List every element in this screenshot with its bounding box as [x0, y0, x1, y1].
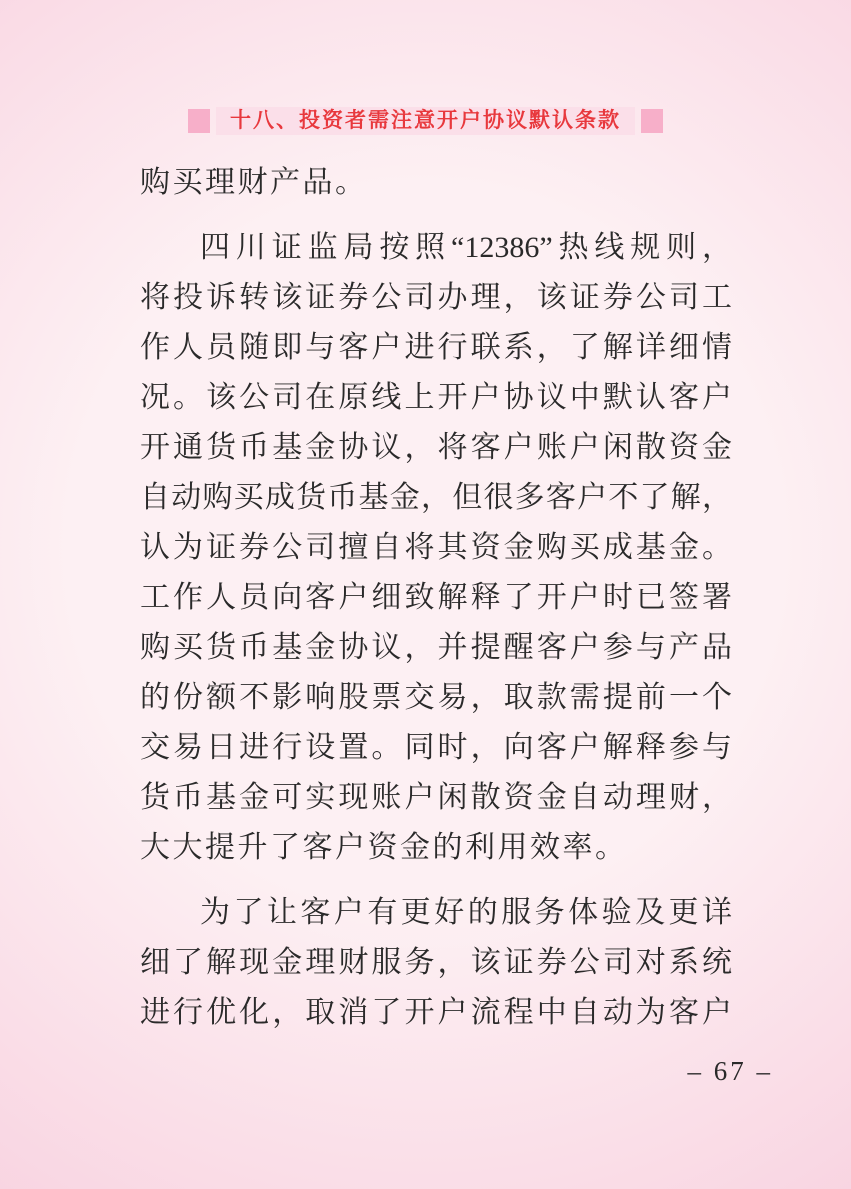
text-line: 作人员随即与客户进行联系，了解详细情 — [140, 331, 732, 364]
text-line: 交易日进行设置。同时，向客户解释参与 — [140, 731, 732, 764]
text-line: 细了解现金理财服务，该证券公司对系统 — [140, 946, 732, 979]
text-line: 购买理财产品。 — [140, 166, 368, 199]
text-line: 货币基金可实现账户闲散资金自动理财， — [140, 781, 732, 814]
text-line: 四川证监局按照“12386”热线规则， — [200, 231, 732, 264]
text-line: 认为证券公司擅自将其资金购买成基金。 — [140, 531, 732, 564]
chapter-header-banner — [0, 107, 851, 135]
banner-right-square-icon — [641, 109, 663, 133]
text-line: 进行优化，取消了开户流程中自动为客户 — [140, 996, 732, 1029]
page-number: – 67 – — [687, 1056, 773, 1086]
text-line: 将投诉转该证券公司办理，该证券公司工 — [140, 281, 732, 314]
text-line: 的份额不影响股票交易，取款需提前一个 — [140, 681, 732, 714]
text-line: 开通货币基金协议，将客户账户闲散资金 — [140, 431, 732, 464]
body-text-block — [140, 158, 732, 1038]
banner-left-square-icon — [188, 109, 210, 133]
text-line: 况。该公司在原线上开户协议中默认客户 — [140, 381, 732, 414]
text-line: 大大提升了客户资金的利用效率。 — [140, 831, 628, 864]
text-line: 工作人员向客户细致解释了开户时已签署 — [140, 581, 732, 614]
text-line: 为了让客户有更好的服务体验及更详 — [200, 896, 732, 929]
text-line: 自动购买成货币基金，但很多客户不了解， — [140, 481, 732, 514]
chapter-title: 十八、投资者需注意开户协议默认条款 — [216, 107, 635, 135]
text-line: 购买货币基金协议，并提醒客户参与产品 — [140, 631, 732, 664]
